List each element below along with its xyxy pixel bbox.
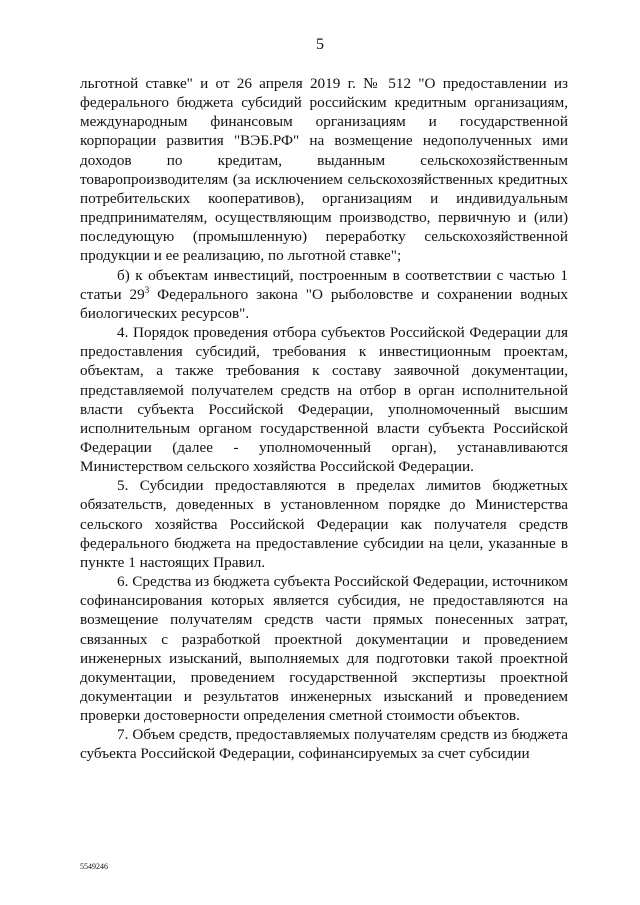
document-body [80, 74, 568, 764]
superscript-3: 3 [144, 284, 150, 295]
paragraph-6: 6. Средства из бюджета субъекта Российской Федерации, источником софинансирования которых является субсидия, не предоставляются на возмещение получателям средств части прямых понесенных затрат, связанных с разработкой проектной документации и проведением инженерных изысканий, выполняемых для подготовки такой проектной документации, проведением государственной экспертизы проектной документации и результатов инженерных изысканий и проведением проверки достоверности определения сметной стоимости объектов. [80, 573, 568, 725]
paragraph-b-text-before: б) к объектам инвестиций, построенным в соответствии с частью 1 статьи 29 [80, 266, 568, 303]
document-id: 5549246 [80, 862, 108, 871]
paragraph-continuation: льготной ставке" и от 26 апреля 2019 г. № 512 "О предоставлении из федерального бюджета субсидий российским кредитным организациям, международным финансовым организациям и государственной корпорации развития "ВЭБ.РФ" на возмещение недополученных ими доходов по кредитам, выданным сельскохозяйственным товаропроизводителям (за исключением сельскохозяйственных кредитных потребительских кооперативов), организациям и индивидуальным предпринимателям, осуществляющим производство, первичную и (или) последующую (промышленную) переработку сельскохозяйственной продукции и ее реализацию, по льготной ставке"; [80, 75, 568, 265]
paragraph-7: 7. Объем средств, предоставляемых получателям средств из бюджета субъекта Российской Федерации, софинансируемых за счет субсидии [80, 726, 568, 763]
paragraph-b-text-after: Федерального закона "О рыболовстве и сохранении водных биологических ресурсов". [80, 285, 569, 322]
paragraph-b [80, 266, 568, 323]
page-number: 5 [316, 36, 324, 53]
paragraph-4: 4. Порядок проведения отбора субъектов Российской Федерации для предоставления субсидий, требования к инвестиционным проектам, объектам, а также требования к составу заявочной документации, представляемой получателем средств на отбор в орган исполнительной власти субъекта Российской Федерации, уполномоченный высшим исполнительным органом государственной власти субъекта Российской Федерации (далее - уполномоченный орган), устанавливаются Министерством сельского хозяйства Российской Федерации. [80, 324, 568, 476]
paragraph-5: 5. Субсидии предоставляются в пределах лимитов бюджетных обязательств, доведенных в установленном порядке до Министерства сельского хозяйства Российской Федерации как получателя средств федерального бюджета на предоставление субсидии на цели, указанные в пункте 1 настоящих Правил. [80, 477, 568, 571]
